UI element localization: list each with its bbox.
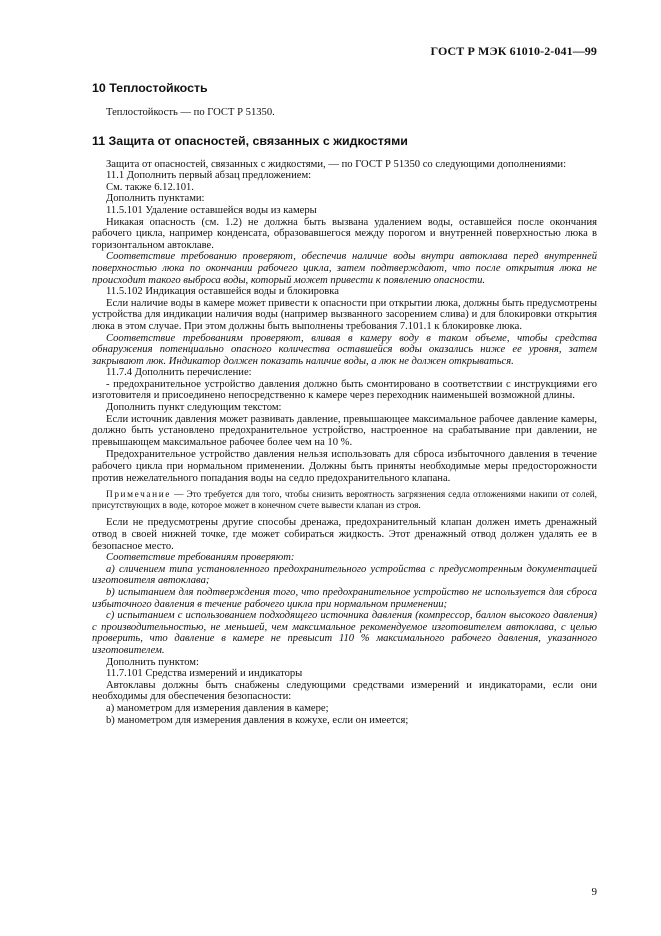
page-number: 9 — [591, 886, 597, 898]
note-label: Примечание — [106, 490, 171, 501]
clause-11-7-4-item: - предохранительное устройство давления должно быть смонтировано в соответствии с инструкциями его изготовителя и присоединено непосредственно к камере через переходник наименьшей возможной длины. — [92, 378, 597, 402]
clause-11-5-101-check: Соответствие требованию проверяют, обеспечив наличие воды внутри автоклава перед внутренней поверхностью люка по окончании рабочего цикла, затем подтверждают, что после открытия люка не происходит такого выброса воды, который может привести к появлению опасности. — [92, 251, 597, 286]
section-11-intro: Защита от опасностей, связанных с жидкостями, — по ГОСТ Р 51350 со следующими дополнениями: — [106, 158, 567, 170]
clause-11-7-101-title: 11.7.101 Средства измерений и индикаторы — [106, 668, 303, 680]
pressure-source-text: Если источник давления может развивать давление, превышающее максимальное рабочее давление камеры, должно быть установлено предохранительное устройство, настроенное на срабатывание при давлении, не превышающем максимальное рабочее более чем на 10 %. — [92, 413, 597, 448]
document-body — [92, 81, 597, 726]
add-items-1: Дополнить пунктами: — [106, 193, 205, 205]
clause-11-1: 11.1 Дополнить первый абзац предложением: — [106, 170, 312, 182]
clause-11-5-102-check: Соответствие требованиям проверяют, вливая в камеру воду в таком объеме, чтобы средства обнаружения потенциально опасного количества оставшейся воды оказались ниже ее уровня, затем закрывают люк. Индикатор должен показать наличие воды, а люк не должен открываться. — [92, 332, 597, 367]
add-text: Дополнить пункт следующим текстом: — [106, 402, 282, 414]
see-also: См. также 6.12.101. — [106, 181, 194, 193]
clause-11-7-101-text: Автоклавы должны быть снабжены следующими средствами измерений и индикаторами, если они необходимы для обеспечения безопасности: — [92, 679, 597, 703]
clause-11-5-102-title: 11.5.102 Индикация оставшейся воды и блокировка — [106, 286, 339, 298]
section-11-heading: 11 Защита от опасностей, связанных с жидкостями — [92, 133, 408, 148]
section-10-heading: 10 Теплостойкость — [92, 81, 208, 95]
clause-11-7-4-title: 11.7.4 Дополнить перечисление: — [106, 367, 252, 379]
clause-11-5-101-title: 11.5.101 Удаление оставшейся воды из камеры — [106, 204, 317, 216]
note-text: — Это требуется для того, чтобы снизить вероятность загрязнения седла отложениями накипи от солей, присутствующих в воде, которое может в конечном счете вывести клапан из строя. — [92, 490, 597, 511]
drainage-text: Если не предусмотрены другие способы дренажа, предохранительный клапан должен иметь дренажный отвод в своей нижней точке, где может собираться жидкость. Этот дренажный отвод должен удалять ее в безопасное место. — [92, 517, 597, 552]
note — [92, 490, 597, 511]
check-b: b) испытанием для подтверждения того, что предохранительное устройство не используется для сброса избыточного давления в течение рабочего цикла при нормальном применении; — [92, 586, 597, 610]
standard-code-header: ГОСТ Р МЭК 61010-2-041—99 — [430, 44, 597, 58]
clause-11-5-102-text: Если наличие воды в камере может привести к опасности при открытии люка, должны быть предусмотрены устройства для индикации наличия воды (например вызванного засорением слива) и для блокировки открытия люка в этом случае. При этом должны быть выполнены требования 7.101.1 к блокировке люка. — [92, 297, 597, 332]
check-intro: Соответствие требованиям проверяют: — [106, 552, 295, 564]
section-10-text: Теплостойкость — по ГОСТ Р 51350. — [106, 107, 275, 118]
check-a: а) сличением типа установленного предохранительного устройства с предусмотренным документацией изготовителя автоклава; — [92, 563, 597, 587]
check-c: с) испытанием с использованием подходящего источника давления (компрессор, баллон высокого давления) с производительностью, не меньшей, чем максимальное рекомендуемое изготовителем автоклава, с целью проверить, что давление в камере не превысит 110 % максимального рабочего давления, указанного изготовителем. — [92, 610, 597, 656]
list-item-a: а) манометром для измерения давления в камере; — [106, 702, 329, 714]
relief-device-text: Предохранительное устройство давления нельзя использовать для сброса избыточного давления в течение рабочего цикла при нормальном применении. Должны быть приняты необходимые меры предосторожности против нежелательного попадания воды на седло предохранительного клапана. — [92, 449, 597, 484]
add-item-2: Дополнить пунктом: — [106, 656, 199, 668]
list-item-b: b) манометром для измерения давления в кожухе, если он имеется; — [106, 714, 409, 726]
clause-11-5-101-text: Никакая опасность (см. 1.2) не должна быть вызвана удалением воды, оставшейся после окончания рабочего цикла, например конденсата, образовавшегося между порогом и внутренней поверхностью люка в горизонтальном автоклаве. — [92, 216, 597, 251]
